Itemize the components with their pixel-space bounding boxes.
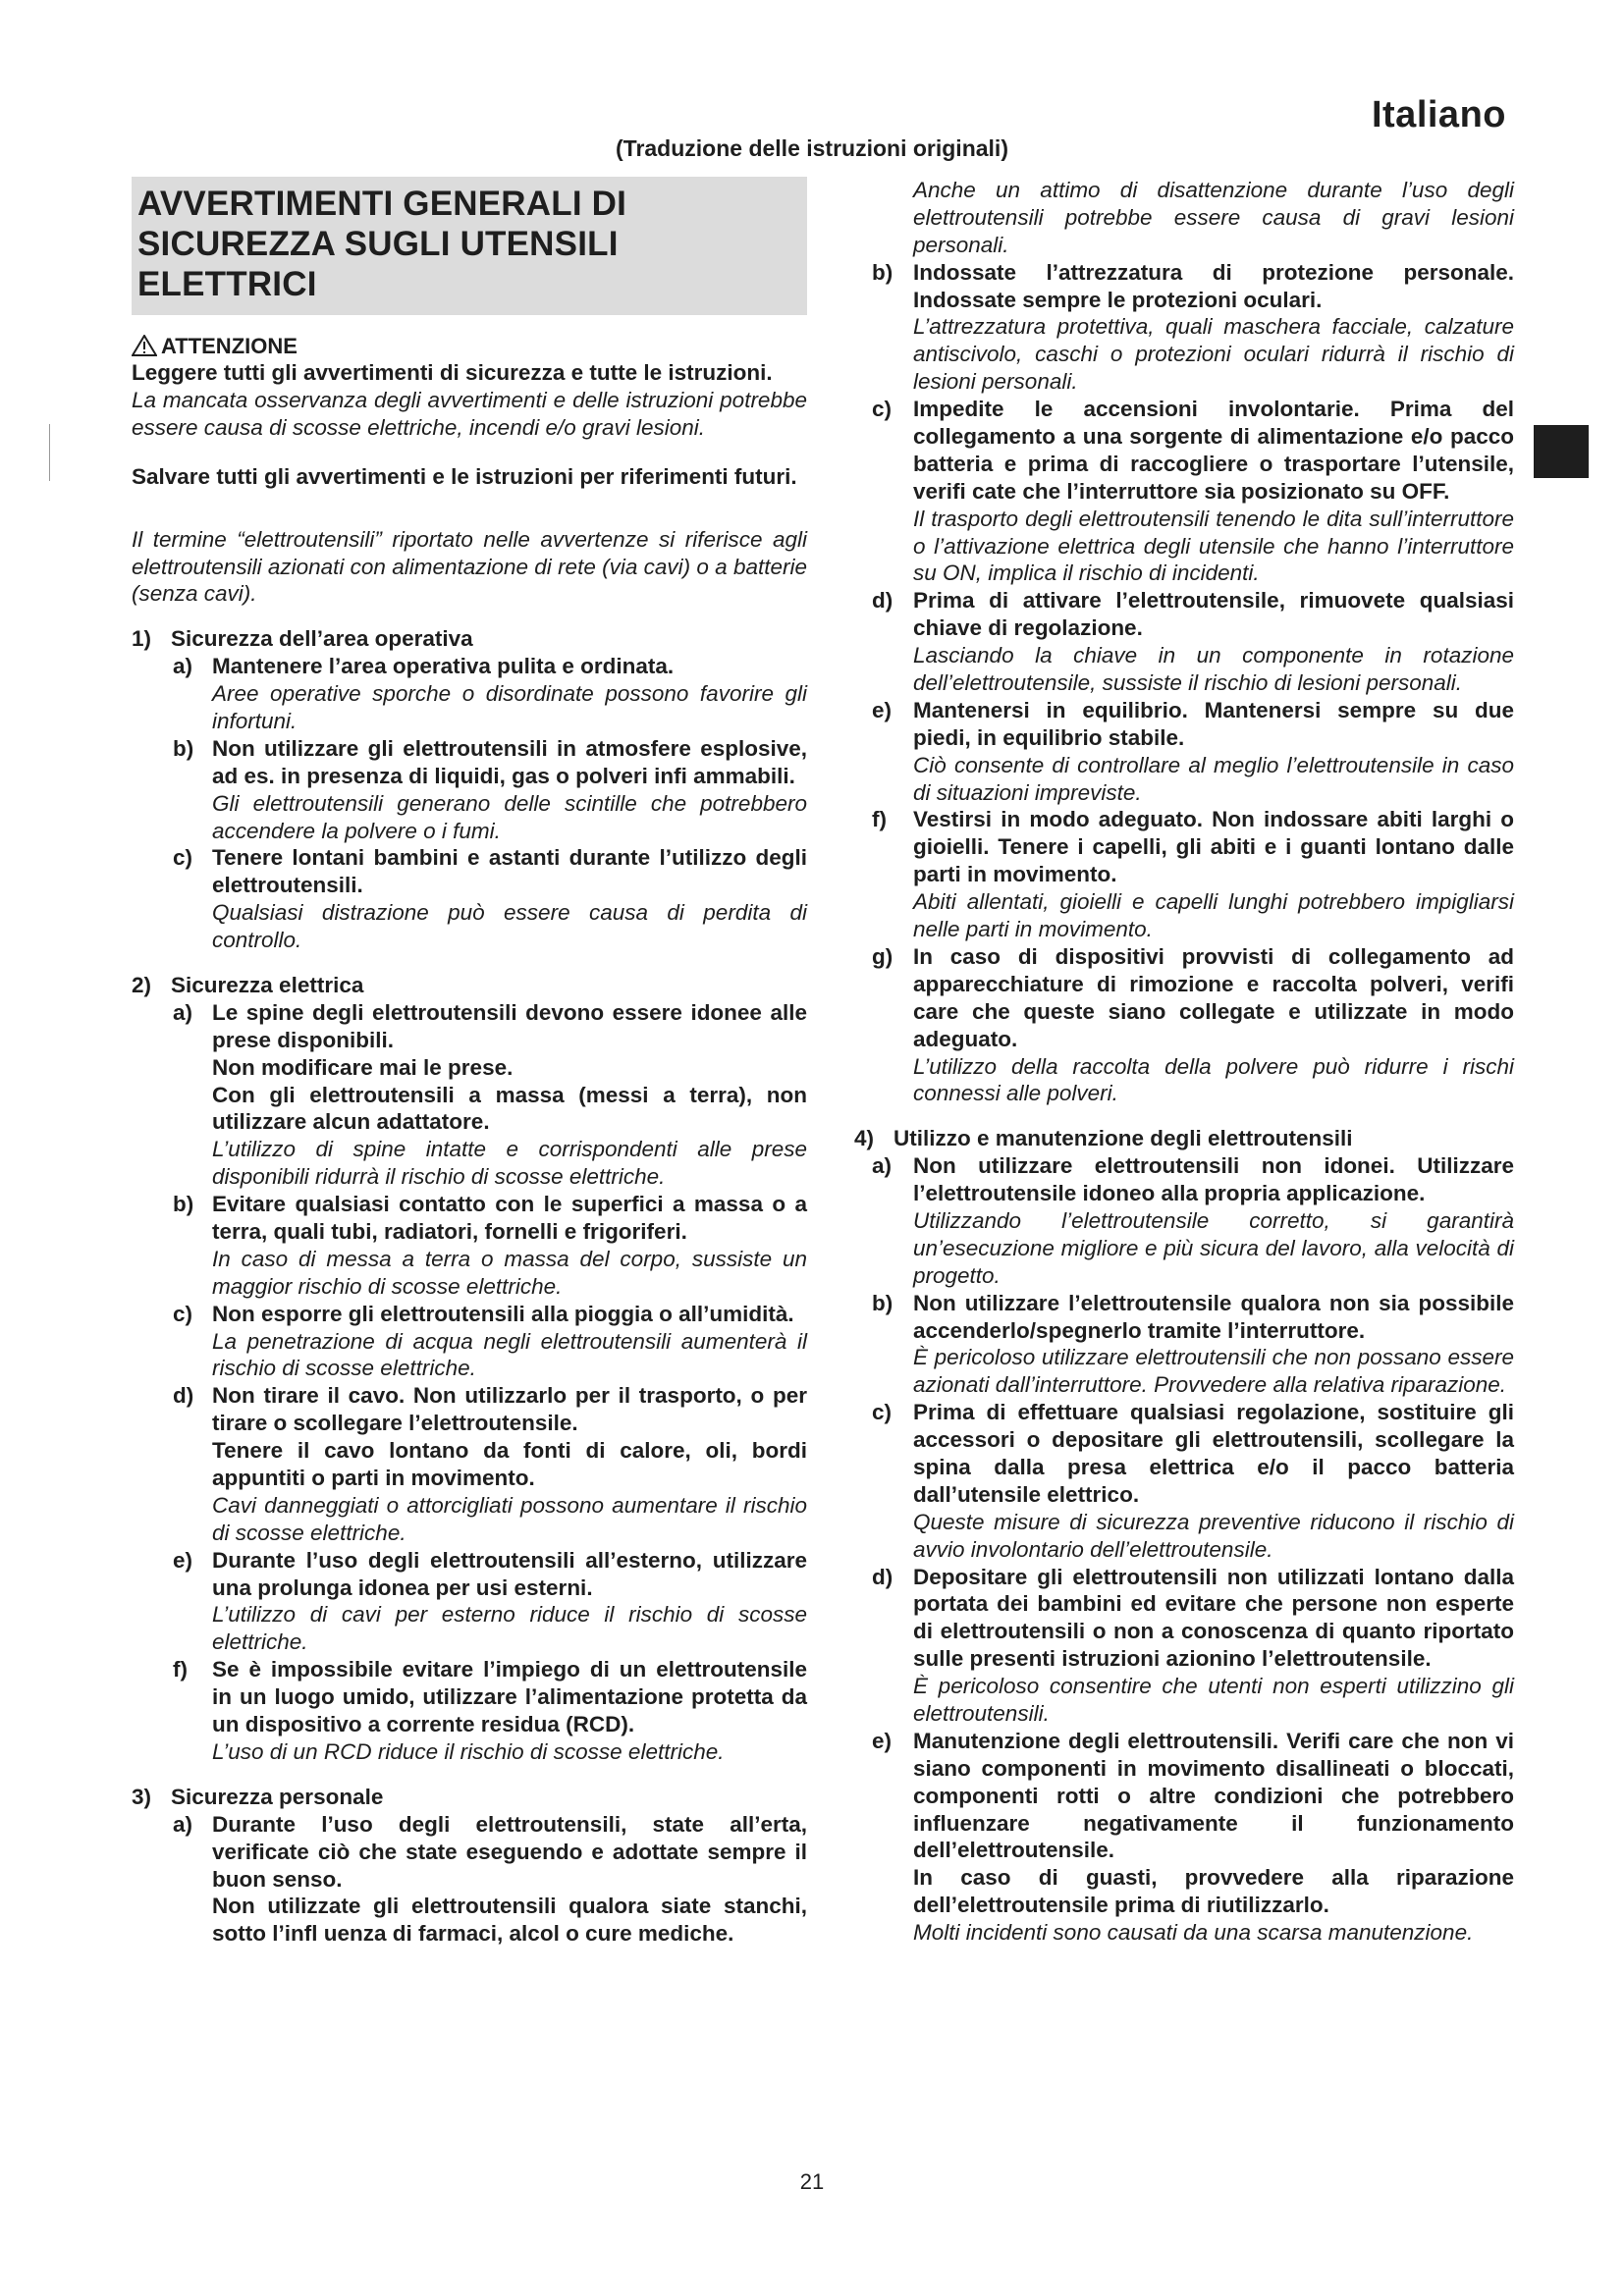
item-bold: Vestirsi in modo adeguato. Non indossare abiti larghi o gioielli. Tenere i capelli, gli abiti e i guanti lontano dalle parti in movimento. [913, 807, 1514, 887]
list-item [132, 1382, 807, 1546]
item-letter: e) [872, 697, 893, 722]
item-letter: b) [872, 259, 893, 285]
item-desc: Abiti allentati, gioielli e capelli lunghi potrebbero impigliarsi nelle parti in movimento. [913, 889, 1514, 942]
item-bold: Impedite le accensioni involontarie. Prima del collegamento a una sorgente di alimentazione e/o pacco batteria e prima di raccogliere o trasportare l’utensile, verifi cate che l’interruttore sia posizionato su OFF. [913, 397, 1514, 504]
item-bold: Non modificare mai le prese. [212, 1054, 514, 1080]
list-item [132, 844, 807, 954]
section-number: 1) [132, 626, 152, 652]
section-1-heading [132, 625, 807, 653]
section-number: 3) [132, 1784, 152, 1809]
warning-consequence: La mancata osservanza degli avvertimenti e delle istruzioni potrebbe essere causa di scosse elettriche, incendi e/o gravi lesioni. [132, 387, 807, 440]
item-bold: In caso di guasti, provvedere alla riparazione dell’elettroutensile prima di riutilizzarlo. [913, 1865, 1514, 1918]
section-3-heading [132, 1784, 807, 1811]
item-desc: Molti incidenti sono causati da una scarsa manutenzione. [913, 1920, 1474, 1946]
item-desc: L’uso di un RCD riduce il rischio di scosse elettriche. [212, 1738, 725, 1764]
item-letter: a) [173, 654, 193, 679]
left-column [132, 177, 807, 1948]
item-letter: c) [173, 1301, 193, 1326]
item-desc: Il trasporto degli elettroutensili tenendo le dita sull’interruttore o l’attivazione elettrica degli utensile che hanno l’interruttore su ON, implica il rischio di incidenti. [913, 506, 1514, 586]
list-item [854, 1290, 1514, 1400]
item-desc: Aree operative sporche o disordinate possono favorire gli infortuni. [212, 681, 807, 733]
item-bold: Se è impossibile evitare l’impiego di un elettroutensile in un luogo umido, utilizzare l’alimentazione protetta da un dispositivo a corrente residua (RCD). [212, 1657, 807, 1737]
item-desc: L’attrezzatura protettiva, quali maschera facciale, calzature antiscivolo, caschi o protezioni oculari ridurrà il rischio di lesioni personali. [913, 314, 1514, 395]
item-letter: f) [872, 807, 887, 832]
list-item [854, 1399, 1514, 1563]
translation-subtitle: (Traduzione delle istruzioni originali) [616, 135, 1008, 161]
item-desc: Lasciando la chiave in un componente in rotazione dell’elettroutensile, sussiste il rischio di lesioni personali. [913, 643, 1514, 696]
list-item [854, 1152, 1514, 1289]
item-letter: a) [872, 1153, 893, 1179]
item-letter: e) [173, 1547, 193, 1573]
item-letter: d) [872, 588, 893, 614]
page-title: AVVERTIMENTI GENERALI DI SICUREZZA SUGLI UTENSILI ELETTRICI [132, 177, 807, 315]
item-letter: d) [872, 1564, 893, 1589]
item-bold: Non esporre gli elettroutensili alla pioggia o all’umidità. [212, 1301, 794, 1326]
margin-line [49, 424, 50, 481]
item-bold: Non utilizzare l’elettroutensile qualora non sia possibile accenderlo/spegnerlo tramite l’interruttore. [913, 1290, 1514, 1343]
list-item [132, 653, 807, 735]
item-bold: Le spine degli elettroutensili devono essere idonee alle prese disponibili. [212, 999, 807, 1052]
list-item [132, 999, 807, 1191]
item-desc: In caso di messa a terra o massa del corpo, sussiste un maggior rischio di scosse elettriche. [212, 1246, 807, 1299]
list-item [854, 806, 1514, 942]
item-bold: Indossate l’attrezzatura di protezione personale. Indossate sempre le protezioni oculari. [913, 259, 1514, 312]
page-number: 21 [799, 2169, 825, 2194]
item-letter: d) [173, 1383, 194, 1409]
list-item [132, 1191, 807, 1301]
section-title: Sicurezza personale [171, 1784, 384, 1809]
item-bold: Evitare qualsiasi contatto con le superfici a massa o a terra, quali tubi, radiatori, fornelli e frigoriferi. [212, 1192, 807, 1245]
list-item [132, 1547, 807, 1657]
item-letter: e) [872, 1728, 893, 1753]
item-desc: È pericoloso consentire che utenti non esperti utilizzino gli elettroutensili. [913, 1674, 1514, 1726]
list-item-continued [854, 177, 1514, 259]
list-item [132, 1656, 807, 1766]
list-item [132, 735, 807, 845]
item-desc: Ciò consente di controllare al meglio l’elettroutensile in caso di situazioni impreviste. [913, 752, 1514, 805]
list-item [854, 943, 1514, 1107]
section-tab-marker [1534, 425, 1589, 478]
section-number: 4) [854, 1126, 875, 1151]
item-desc: Queste misure di sicurezza preventive riducono il rischio di avvio involontario dell’elettroutensile. [913, 1509, 1514, 1562]
item-letter: c) [173, 845, 193, 871]
item-bold: Mantenere l’area operativa pulita e ordinata. [212, 654, 675, 679]
right-column [854, 177, 1514, 1947]
item-bold: Non tirare il cavo. Non utilizzarlo per il trasporto, o per tirare o scollegare l’elettroutensile. [212, 1383, 807, 1436]
item-bold: Tenere lontani bambini e astanti durante l’utilizzo degli elettroutensili. [212, 845, 807, 898]
item-bold: Non utilizzare gli elettroutensili in atmosfere esplosive, ad es. in presenza di liquidi, gas o polveri infi ammabili. [212, 735, 807, 788]
item-letter: c) [872, 397, 893, 422]
warning-term: Il termine “elettroutensili” riportato nelle avvertenze si riferisce agli elettroutensili azionati con alimentazione di rete (via cavi) o a batterie (senza cavi). [132, 526, 807, 607]
item-desc: Anche un attimo di disattenzione durante l’uso degli elettroutensili potrebbe essere causa di gravi lesioni personali. [913, 178, 1514, 257]
item-bold: Manutenzione degli elettroutensili. Verifi care che non vi siano componenti in movimento disallineati o bloccati, componenti rotti o altre condizioni che potrebbero influenzare negativamente il funzionamento dell’elettroutensile. [913, 1728, 1514, 1863]
item-desc: L’utilizzo di spine intatte e corrispondenti alle prese disponibili ridurrà il rischio di scosse elettriche. [212, 1137, 807, 1190]
item-letter: g) [872, 943, 893, 969]
item-bold: Con gli elettroutensili a massa (messi a terra), non utilizzare alcun adattatore. [212, 1082, 807, 1135]
item-bold: Prima di attivare l’elettroutensile, rimuovete qualsiasi chiave di regolazione. [913, 588, 1514, 641]
language-label: Italiano [1371, 94, 1506, 135]
list-item [132, 1811, 807, 1948]
item-bold: Prima di effettuare qualsiasi regolazione, sostituire gli accessori o depositare gli elettroutensili, scollegare la spina dalla presa elettrica e/o il pacco batteria dall’utensile elettrico. [913, 1400, 1514, 1507]
list-item [854, 587, 1514, 697]
item-bold: Mantenersi in equilibrio. Mantenersi sempre su due piedi, in equilibrio stabile. [913, 697, 1514, 750]
item-desc: L’utilizzo della raccolta della polvere può ridurre i rischi connessi alle polveri. [913, 1053, 1514, 1106]
warning-heading [132, 333, 807, 359]
warning-read-all: Leggere tutti gli avvertimenti di sicurezza e tutte le istruzioni. [132, 360, 773, 386]
item-letter: c) [872, 1400, 893, 1425]
item-letter: f) [173, 1657, 188, 1682]
section-title: Sicurezza elettrica [171, 973, 364, 997]
item-desc: Gli elettroutensili generano delle scintille che potrebbero accendere la polvere o i fumi. [212, 790, 807, 843]
section-title: Utilizzo e manutenzione degli elettroutensili [893, 1126, 1353, 1151]
list-item [854, 1728, 1514, 1947]
list-item [854, 396, 1514, 587]
section-title: Sicurezza dell’area operativa [171, 626, 473, 652]
warning-save: Salvare tutti gli avvertimenti e le istruzioni per riferimenti futuri. [132, 463, 797, 489]
section-2-heading [132, 972, 807, 999]
item-bold: Durante l’uso degli elettroutensili, state all’erta, verificate ciò che state eseguendo e adottate sempre il buon senso. [212, 1811, 807, 1892]
item-desc: Utilizzando l’elettroutensile corretto, si garantirà un’esecuzione migliore e più sicura del lavoro, alla velocità di progetto. [913, 1207, 1514, 1288]
item-bold: Non utilizzare elettroutensili non idonei. Utilizzare l’elettroutensile idoneo alla propria applicazione. [913, 1153, 1514, 1206]
item-bold: Tenere il cavo lontano da fonti di calore, oli, bordi appuntiti o parti in movimento. [212, 1438, 807, 1491]
warning-label: ATTENZIONE [161, 333, 298, 358]
section-4-heading [854, 1125, 1514, 1152]
list-item [854, 259, 1514, 396]
list-item [132, 1301, 807, 1383]
item-desc: Qualsiasi distrazione può essere causa di perdita di controllo. [212, 900, 807, 953]
item-bold: Non utilizzate gli elettroutensili qualora siate stanchi, sotto l’infl uenza di farmaci, alcol o cure mediche. [212, 1894, 807, 1947]
item-bold: In caso di dispositivi provvisti di collegamento ad apparecchiature di rimozione e raccolta polveri, verifi care che queste siano collegate e utilizzate in modo adeguato. [913, 943, 1514, 1051]
item-bold: Depositare gli elettroutensili non utilizzati lontano dalla portata dei bambini ed evitare che persone non esperte di elettroutensili o non a conoscenza di quanto riportato sulle presenti istruzioni azionino l’elettroutensile. [913, 1564, 1514, 1672]
list-item [854, 1564, 1514, 1728]
warning-triangle-icon [132, 335, 157, 356]
item-desc: Cavi danneggiati o attorcigliati possono aumentare il rischio di scosse elettriche. [212, 1492, 807, 1545]
item-letter: b) [872, 1290, 893, 1315]
item-desc: L’utilizzo di cavi per esterno riduce il rischio di scosse elettriche. [212, 1602, 807, 1655]
item-letter: b) [173, 735, 194, 761]
item-letter: b) [173, 1192, 194, 1217]
item-bold: Durante l’uso degli elettroutensili all’esterno, utilizzare una prolunga idonea per usi esterni. [212, 1547, 807, 1600]
section-number: 2) [132, 973, 152, 997]
list-item [854, 697, 1514, 807]
item-letter: a) [173, 999, 193, 1025]
item-letter: a) [173, 1811, 193, 1837]
item-desc: È pericoloso utilizzare elettroutensili che non possano essere azionati dall’interruttore. Provvedere alla relativa riparazione. [913, 1345, 1514, 1398]
item-desc: La penetrazione di acqua negli elettroutensili aumenterà il rischio di scosse elettriche. [212, 1328, 807, 1381]
